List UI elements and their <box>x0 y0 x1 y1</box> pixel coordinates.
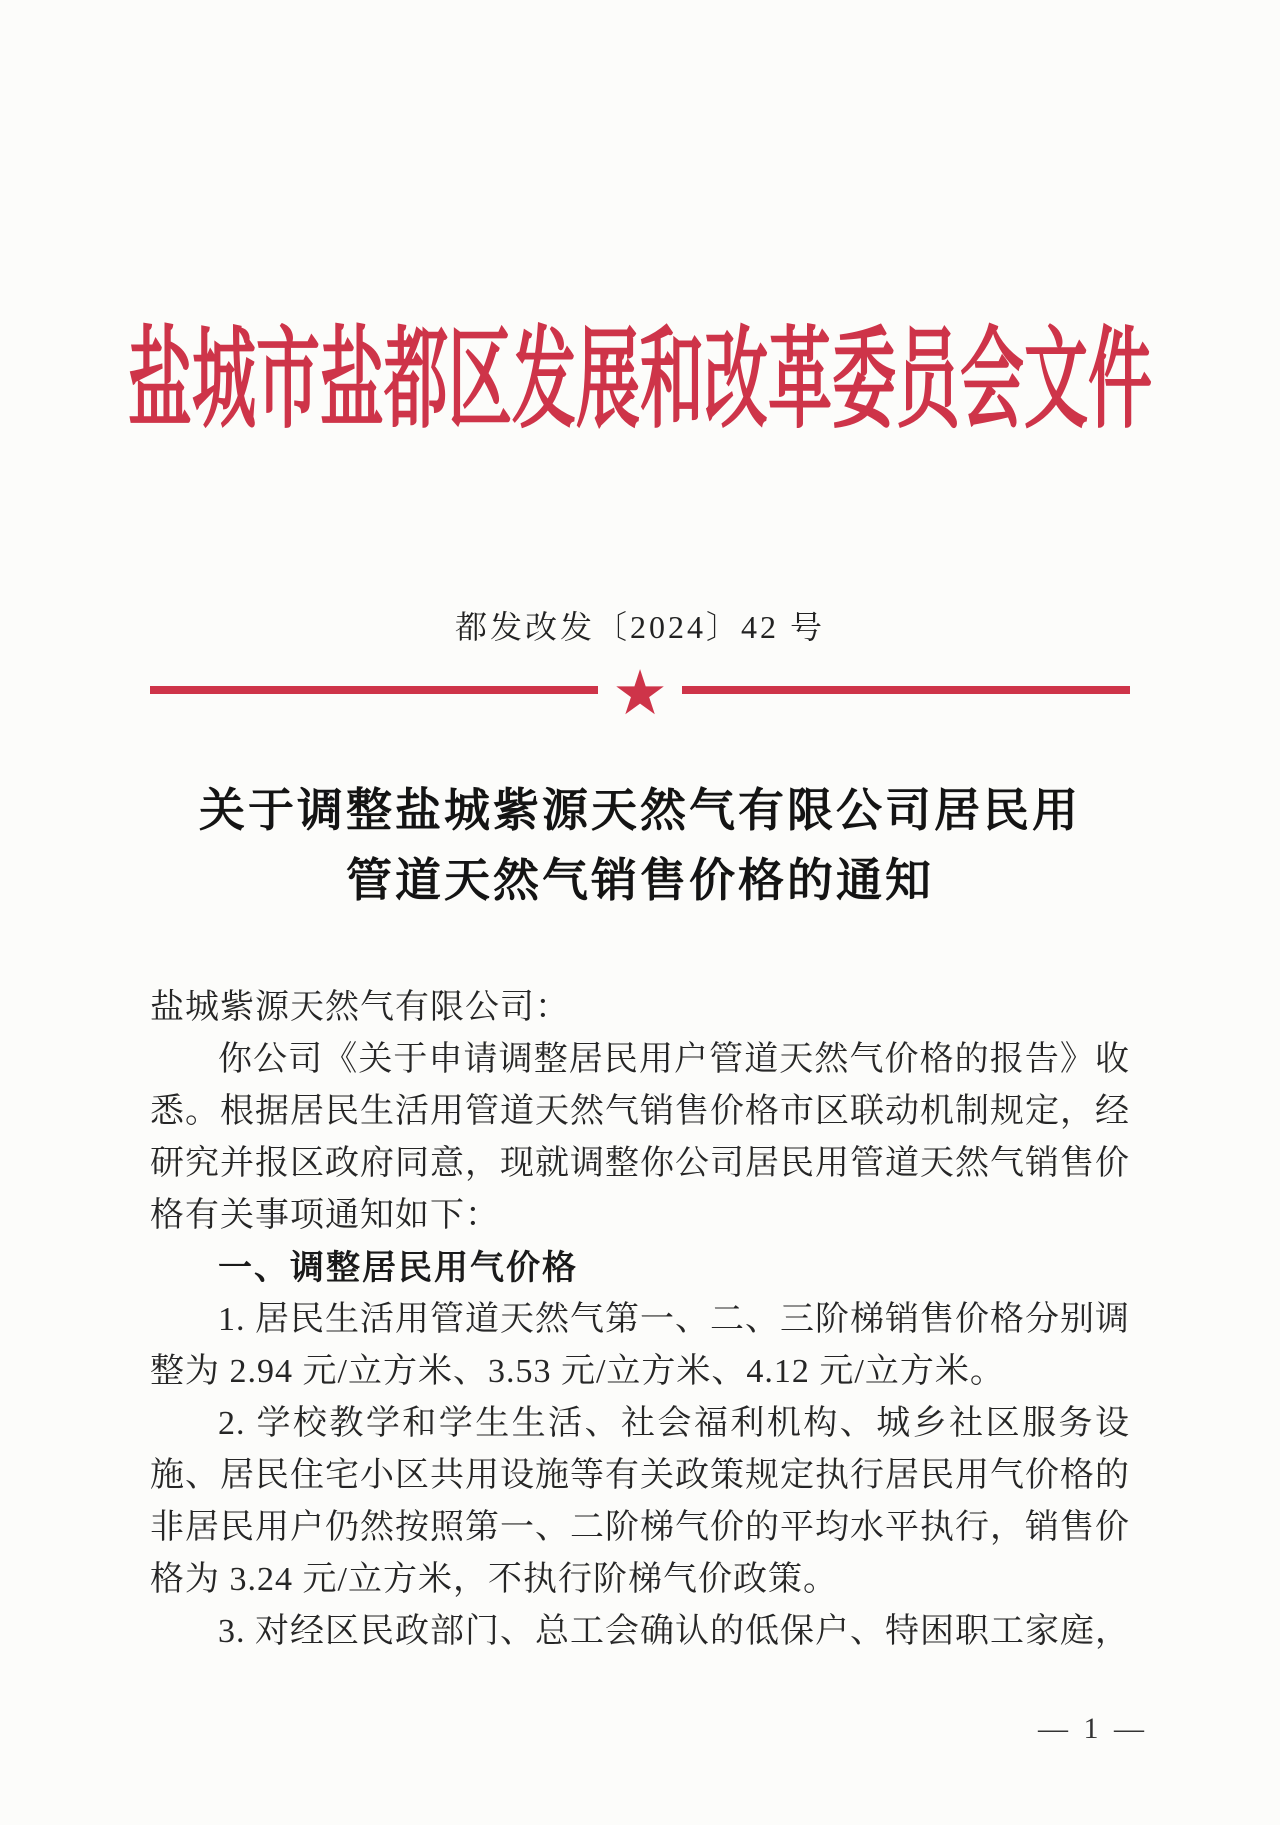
document-body <box>150 982 1130 1658</box>
red-header-agency-title: 盐城市盐都区发展和改革委员会文件 <box>128 319 1152 442</box>
paragraph-item-1-tiered-prices: 1. 居民生活用管道天然气第一、二、三阶梯销售价格分别调整为 2.94 元/立方米、3.53 元/立方米、4.12 元/立方米。 <box>150 1301 1130 1390</box>
page-number: — 1 — <box>1038 1712 1148 1745</box>
header-divider: ★ <box>150 655 1130 725</box>
document-reference-number: 都发改发〔2024〕42 号 <box>454 609 825 645</box>
section-heading-adjust-residential-gas-price: 一、调整居民用气价格 <box>218 1249 578 1287</box>
document-title <box>0 776 1280 916</box>
paragraph-item-2-non-resident-users: 2. 学校教学和学生生活、社会福利机构、城乡社区服务设施、居民住宅小区共用设施等有关政策规定执行居民用气价格的非居民用户仍然按照第一、二阶梯气价的平均水平执行，销售价格为 3.24 元/立方米，不执行阶梯气价政策。 <box>150 1405 1130 1598</box>
paragraph-item-3-low-income-families: 3. 对经区民政部门、总工会确认的低保户、特困职工家庭， <box>218 1613 1130 1650</box>
paragraph-intro: 你公司《关于申请调整居民用户管道天然气价格的报告》收悉。根据居民生活用管道天然气销售价格市区联动机制规定，经研究并报区政府同意，现就调整你公司居民用管道天然气销售价格有关事项通知如下： <box>150 1041 1130 1234</box>
document-title-line2: 管道天然气销售价格的通知 <box>346 855 934 906</box>
document-title-line1: 关于调整盐城紫源天然气有限公司居民用 <box>199 785 1081 836</box>
recipient-salutation: 盐城紫源天然气有限公司： <box>150 989 570 1026</box>
divider-line-left <box>150 686 598 694</box>
divider-line-right <box>682 686 1130 694</box>
